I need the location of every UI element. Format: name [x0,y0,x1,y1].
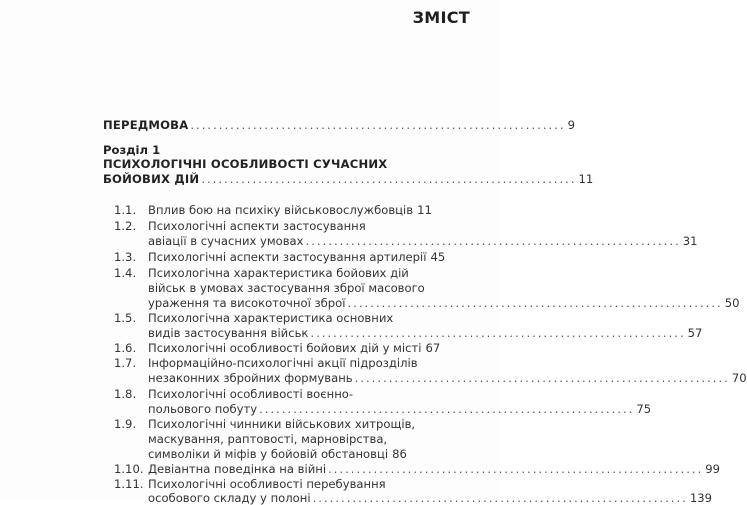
toc-page-number: 45 [430,250,446,264]
toc-leader-dots: .................................................................. [312,491,688,505]
toc-entry-label: ПЕРЕДМОВА [103,118,189,132]
toc-entry-label-line: Психологічні аспекти застосування [148,219,366,233]
toc-page-number: 9 [567,118,575,132]
toc-page-number: 11 [417,203,432,217]
toc-entry-1-8[interactable] [148,402,652,416]
toc-entry-1-4[interactable] [148,296,740,310]
section-title-line2: БОЙОВИХ ДІЙ [103,172,200,186]
toc-page-number: 50 [724,296,740,310]
toc-entry-label-line: Інформаційно-психологічні акції підрозділів [148,356,418,370]
toc-leader-dots: .................................................................. [190,118,566,132]
toc-entry-preface[interactable] [103,118,575,132]
toc-page-number: 99 [705,462,721,476]
toc-page-number: 67 [425,341,441,355]
toc-entry-label: Психологічні аспекти застосування артилерії [148,250,427,264]
toc-entry-label: авіації в сучасних умовах [148,234,304,248]
toc-entry-1-3[interactable] [148,250,446,264]
toc-entry-label: видів застосування військ [148,326,309,340]
toc-page-number: 75 [636,402,652,416]
toc-entry-number: 1.2. [114,219,137,233]
toc-entry-number: 1.9. [114,417,137,431]
contents-title: ЗМІСТ [412,8,470,27]
toc-entry-1-6[interactable] [148,341,441,355]
toc-leader-dots: .................................................................. [259,402,635,416]
toc-entry-number: 1.11. [114,477,144,491]
toc-page-number: 11 [578,172,594,186]
toc-page-number: 86 [392,447,407,461]
toc-entry-1-10[interactable] [148,462,721,476]
toc-page-number: 139 [689,491,712,505]
toc-entry-label: незаконних збройних формувань [148,371,353,385]
toc-entry-number: 1.1. [114,203,137,217]
toc-entry-label-line: Психологічна характеристика бойових дій [148,266,409,280]
toc-entry-label-line: Психологічні чинники військових хитрощів, [148,417,416,431]
toc-page-number: 57 [687,326,703,340]
toc-entry-label: Вплив бою на психіку військовослужбовців [148,203,414,217]
toc-entry-label: ураження та високоточної зброї [148,296,346,310]
toc-page-number: 70 [731,371,747,385]
toc-entry-1-5[interactable] [148,326,703,340]
toc-leader-dots: .................................................................. [201,172,577,186]
toc-entry-label-line: Психологічні особливості перебування [148,477,386,491]
toc-leader-dots: .................................................................. [328,462,704,476]
toc-leader-dots: .................................................................. [305,234,681,248]
toc-leader-dots: .................................................................. [354,371,730,385]
section-label: Розділ 1 [103,143,161,157]
toc-entry-number: 1.7. [114,356,137,370]
toc-entry-label: символіки й міфів у бойовій обстановці [148,447,389,461]
toc-entry-number: 1.6. [114,341,137,355]
toc-entry-section1[interactable] [103,172,594,186]
toc-leader-dots: .................................................................. [310,326,686,340]
toc-entry-label-line: військ в умовах застосування зброї масового [148,281,425,295]
toc-entry-number: 1.4. [114,266,137,280]
toc-entry-1-11[interactable] [148,491,712,505]
toc-entry-label: особового складу у полоні [148,491,311,505]
toc-page-number: 31 [682,234,698,248]
toc-entry-number: 1.8. [114,387,137,401]
toc-entry-1-9[interactable] [148,447,407,461]
toc-entry-label: Психологічні особливості бойових дій у місті [148,341,422,355]
toc-entry-number: 1.3. [114,250,137,264]
toc-entry-1-1[interactable] [148,203,432,217]
toc-entry-number: 1.5. [114,311,137,325]
toc-entry-label-line: Психологічна характеристика основних [148,311,394,325]
toc-entry-label: Девіантна поведінка на війні [148,462,327,476]
toc-entry-1-2[interactable] [148,234,698,248]
toc-entry-label-line: Психологічні особливості воєнно- [148,387,354,401]
toc-leader-dots: .................................................................. [347,296,723,310]
toc-entry-label-line: маскування, раптовості, марновірства, [148,432,388,446]
toc-entry-number: 1.10. [114,462,144,476]
toc-entry-label: польового побуту [148,402,258,416]
section-title-line1: ПСИХОЛОГІЧНІ ОСОБЛИВОСТІ СУЧАСНИХ [103,157,388,171]
toc-entry-1-7[interactable] [148,371,747,385]
